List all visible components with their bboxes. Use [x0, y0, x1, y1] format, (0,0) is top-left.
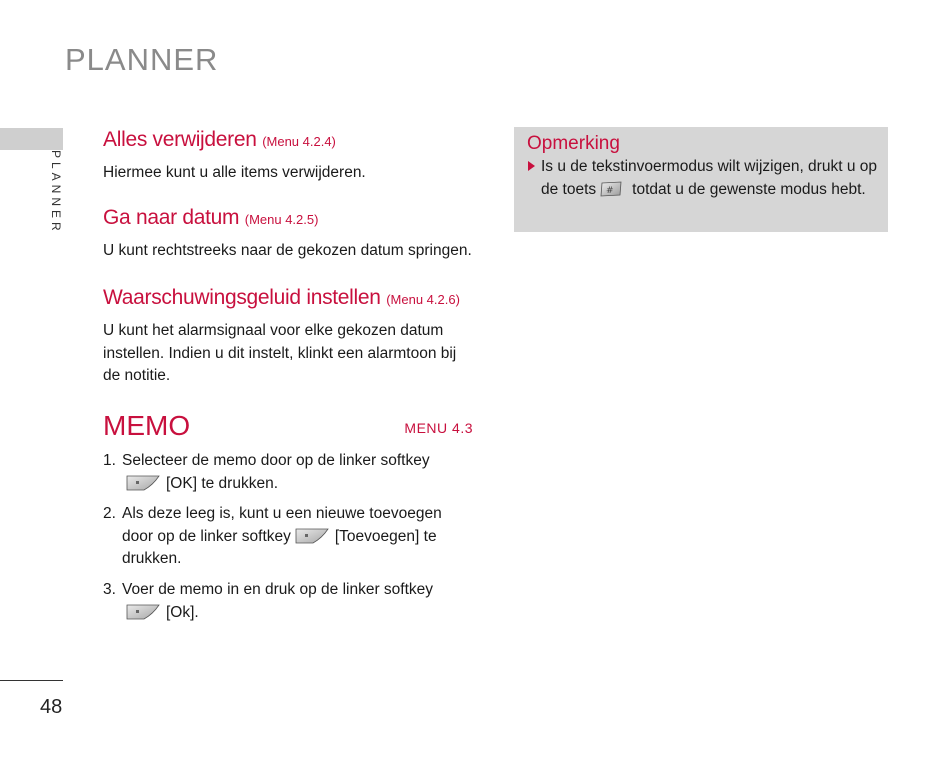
section-body: U kunt rechtstreeks naar de gekozen datum springen. — [103, 242, 472, 259]
step-text: Voer de memo in en druk op de linker softkey — [122, 581, 434, 598]
memo-menu-reference: MENU 4.3 — [404, 420, 473, 436]
step-number: 2. — [103, 505, 116, 522]
left-softkey-icon — [126, 475, 160, 491]
section-heading — [103, 284, 475, 314]
step-number: 3. — [103, 581, 116, 598]
note-text — [541, 156, 879, 201]
note-box — [514, 127, 888, 232]
section-alarm-sound — [103, 284, 475, 388]
memo-step — [103, 450, 475, 495]
page-header-title: PLANNER — [65, 42, 219, 77]
menu-reference: (Menu 4.2.5) — [244, 212, 319, 227]
left-softkey-icon — [295, 528, 329, 544]
memo-step — [103, 579, 475, 624]
menu-reference: (Menu 4.2.4) — [262, 134, 336, 149]
step-number: 1. — [103, 452, 116, 469]
step-text: Selecteer de memo door op de linker softkey — [122, 452, 430, 469]
step-text-after: [OK] te drukken. — [166, 474, 278, 492]
section-heading-text: Ga naar datum — [103, 206, 240, 229]
note-text-before: Is u de tekstinvoermodus wilt wijzigen, drukt u op de toets — [541, 158, 877, 198]
section-delete-all — [103, 126, 366, 185]
hash-key-icon — [600, 181, 622, 197]
section-heading-text: Alles verwijderen — [103, 128, 257, 151]
side-tab — [0, 128, 63, 150]
section-body: Hiermee kunt u alle items verwijderen. — [103, 164, 366, 181]
page-number: 48 — [40, 696, 63, 718]
side-section-label: PLANNER — [49, 150, 63, 235]
memo-step — [103, 503, 475, 571]
step-text-after: [Toevoegen] te drukken. — [122, 527, 437, 567]
svg-text:#: # — [606, 185, 614, 196]
section-heading — [103, 204, 472, 234]
note-title: Opmerking — [527, 133, 620, 154]
step-text: Als deze leeg is, kunt u een nieuwe toevoegen door op de linker softkey — [122, 505, 442, 545]
memo-heading — [103, 408, 473, 444]
section-heading-text: Waarschuwingsgeluid instellen — [103, 286, 381, 309]
left-softkey-icon — [126, 604, 160, 620]
footer-divider — [0, 680, 63, 681]
memo-title: MEMO — [103, 410, 191, 441]
section-heading — [103, 126, 366, 156]
step-text-after: [Ok]. — [166, 603, 199, 621]
menu-reference: (Menu 4.2.6) — [386, 292, 460, 307]
section-body: U kunt het alarmsignaal voor elke gekozen datum instellen. Indien u dit instelt, klinkt een alarmtoon bij de notitie. — [103, 322, 457, 384]
note-text-after: totdat u de gewenste modus hebt. — [632, 180, 866, 198]
section-go-to-date — [103, 204, 472, 263]
triangle-bullet-icon — [528, 161, 535, 171]
